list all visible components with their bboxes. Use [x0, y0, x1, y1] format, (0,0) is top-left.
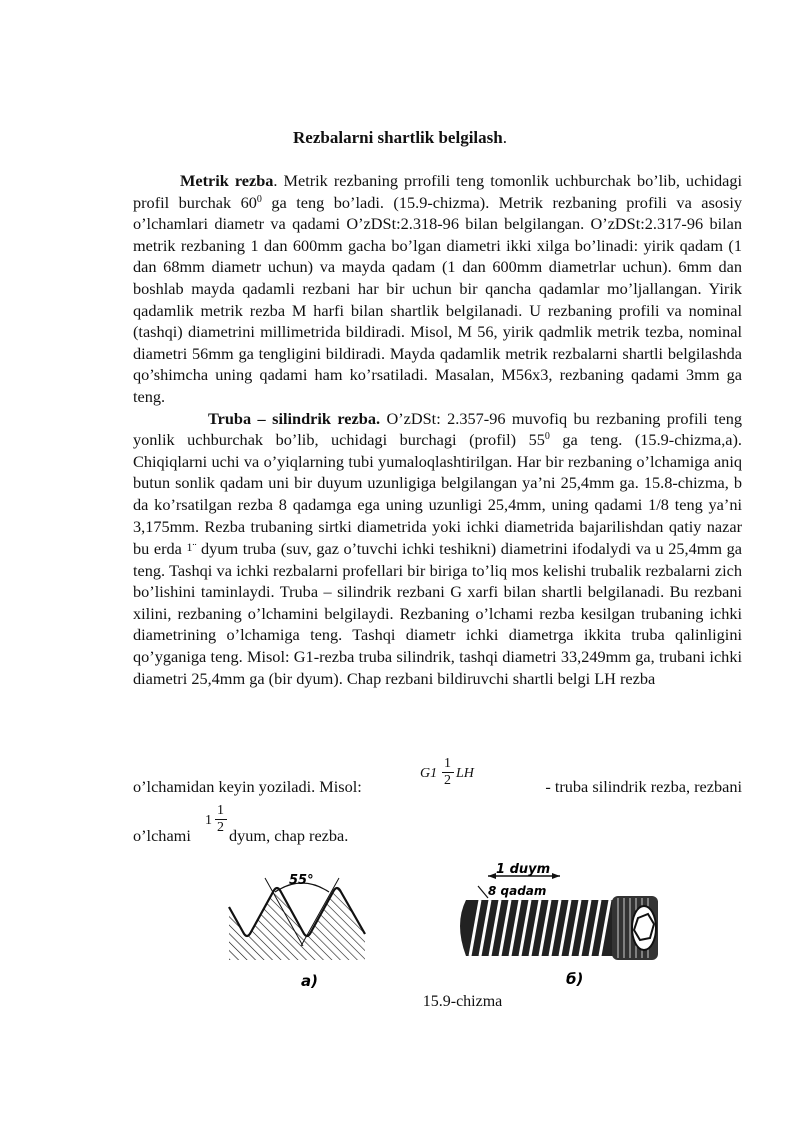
- size-line: o’lchami dyum, chap rezba.: [133, 826, 349, 845]
- subfigure-label-a: a): [301, 972, 318, 990]
- threaded-pipe-figure: [448, 860, 668, 990]
- step-count-label: 8 qadam: [488, 884, 547, 898]
- example-line: o’lchamidan keyin yoziladi. Misol: - truba silindrik rezba, rezbani: [133, 777, 742, 796]
- term-pipe-thread: Truba – silindrik rezba.: [208, 408, 381, 428]
- angle-label: 55°: [289, 873, 314, 888]
- subfigure-label-b: б): [566, 970, 584, 988]
- page-title: Rezbalarni shartlik belgilash.: [293, 128, 507, 147]
- paragraph-pipe-thread: Truba – silindrik rezba. O’zDSt: 2.357-96 muvofiq bu rezbaning profili teng yonlik uchburchak bo’lib, uchidagi burchagi (profil) $55^0$ ga teng. (15.9-chizma,a). Chiqiqlarni uchi va o’yiqlarning tubi yumaloqlashtirilgan. Har bir rezbaning o’lchamiga aniq butun sonlik qadam uni bir duyum uzunligiga belgilangan ya’ni 25,4mm ga. 15.8-chizma, b da ko’rsatilgan rezba 8 qadamga ega uning uzunligi 25,4mm, uning qadami 1/8 teng ya’ni 3,175mm. Rezba trubaning sirtki diametrida yoki ichki diametrida bajarilishdan qatiy nazar bu erda 1¨ dyum truba (suv, gaz o’tuvchi ichki teshikni) diametrini ifodalydi va u 25,4mm ga teng. Tashqi va ichki rezbalarni profellari bir biriga to’liq mos kelishi trubalik rezbalarni zich bo’lishini taminlaydi. Truba – silindrik rezbani G xarfi bilan shartli belgilanadi. Bu rezbani xilini, rezbaning o’lchamini belgilaydi. Rezbaning o’lchami rezba kesilgan trubaning ichki diametrining o’lchamiga teng. Tashqi diametr ichki diametrga ikkita truba qalinligini qo’yganiga teng. Misol: G1-rezba truba silindrik, tashqi diametri 33,249mm ga, trubani ichki diametri 25,4mm ga (bir dyum). Chap rezbani bildiruvchi shartli belgi LH rezba: [133, 408, 743, 688]
- dimension-label: 1 duym: [496, 862, 551, 877]
- term-metric-thread: Metrik rezba: [180, 171, 274, 190]
- paragraph-metric-thread: Metrik rezba. Metrik rezbaning prrofili teng tomonlik uchburchak bo’lib, uchidagi profil burchak $60^0$ ga teng bo’ladi. (15.9-chizma). Metrik rezbaning profili va asosiy o’lchamlari diametr va qadami O’zDSt:2.318-96 bilan belgilangan. O’zDSt:2.317-96 bilan metrik rezbaning 1 dan 600mm gacha bo’lgan diametri ikki xilga bo’linadi: yirik qadam (1 dan 68mm diametr uchun) va mayda qadam (1 dan 600mm diametrlar uchun). 6mm dan boshlab mayda qadamli rezbani har bir uchun bir qancha qadamlar mo’ljallangan. Yirik qadamlik metrik rezba M harfi bilan shartlik belgilanadi. U rezbaning profili va nominal (tashqi) diametrini millimetrida bildiradi. Misol, M 56, yirik qadmlik metrik tezba, nominal diametri 56mm ga tengligini bildiradi. Mayda qadamlik metrik rezbalarni shartli belgilashda qo’shimcha uning qadami ham ko’rsatiladi. Masalan, M56x3, rezbaning qadami 3mm ga teng.: [133, 171, 742, 406]
- figure-caption: 15.9-chizma: [422, 993, 503, 1010]
- body-text: [133, 170, 742, 689]
- thread-profile-figure: [225, 862, 375, 992]
